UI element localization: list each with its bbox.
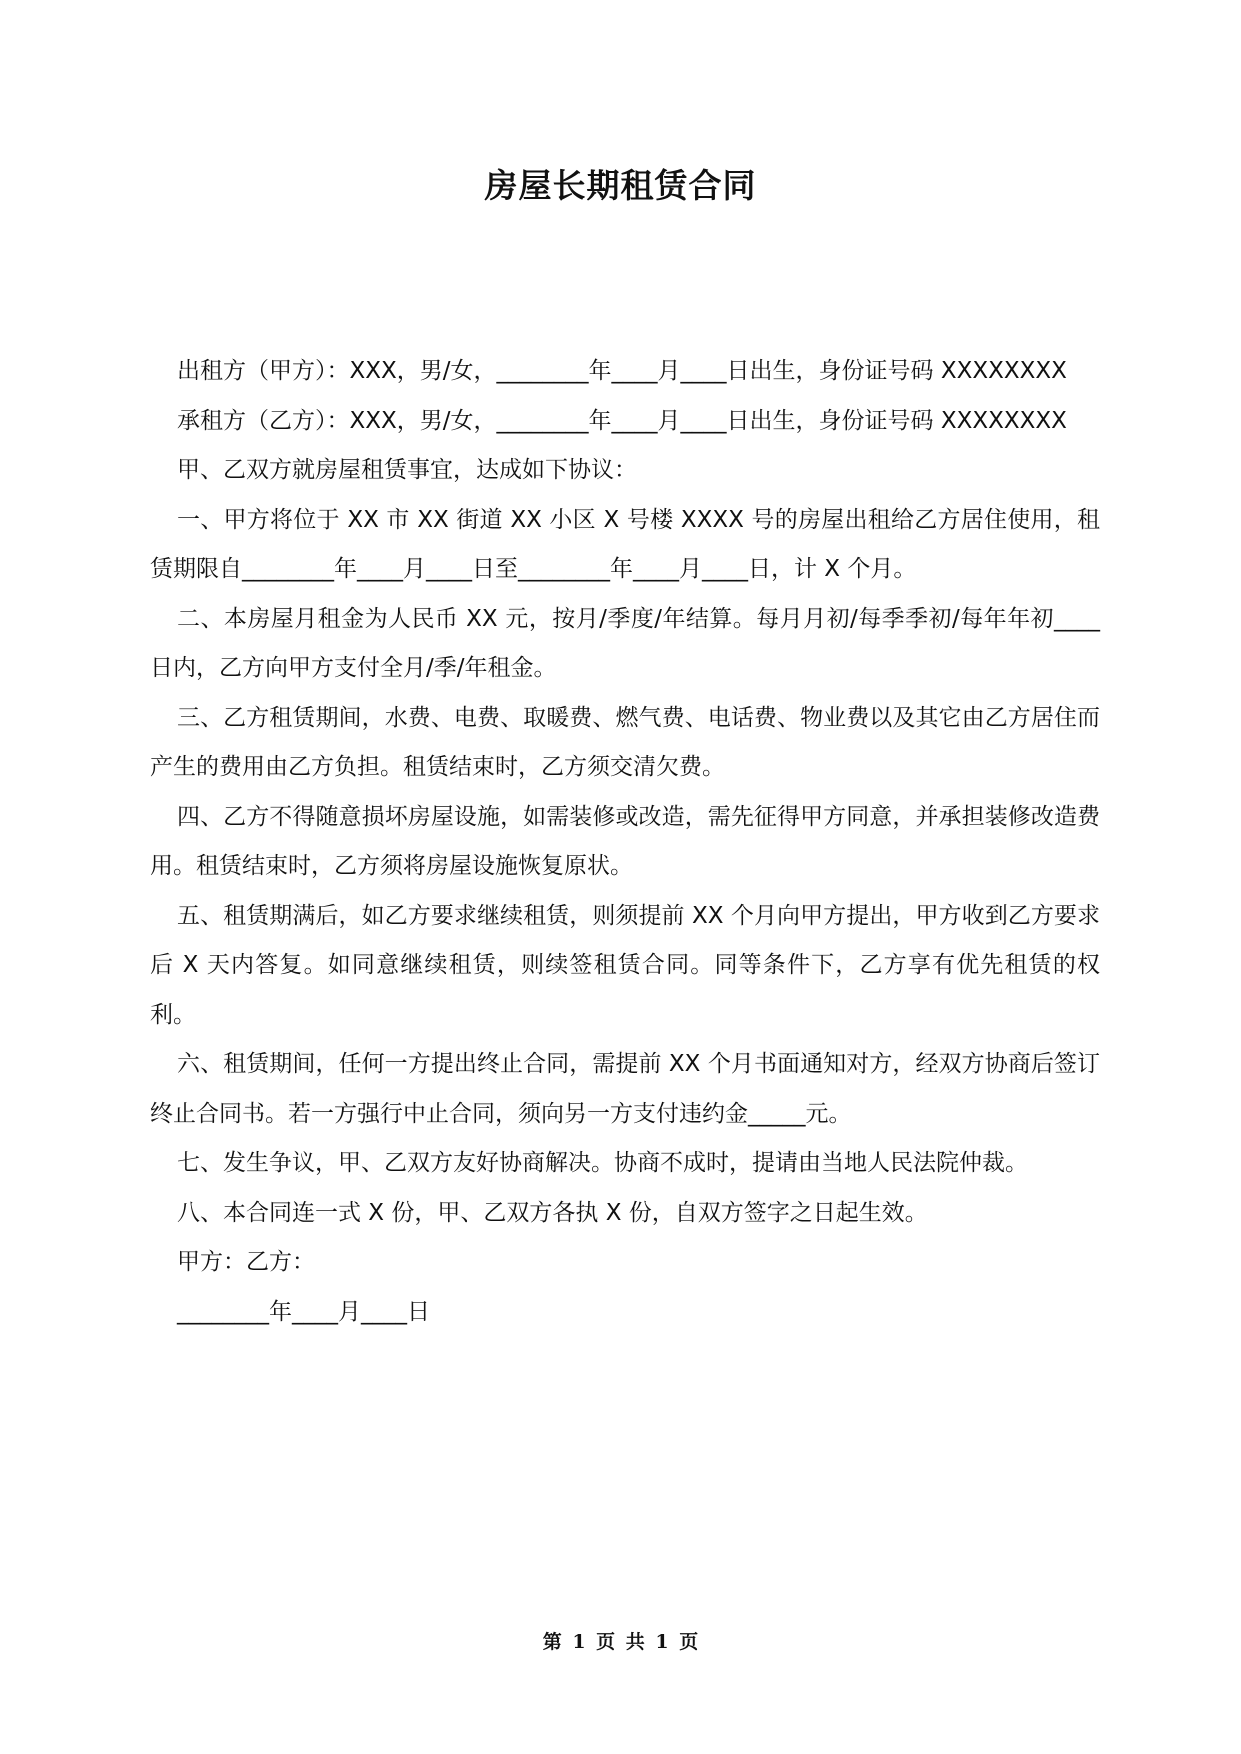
- signature-line: 甲方：乙方：: [177, 1249, 315, 1275]
- clause-5: 五、租赁期满后，如乙方要求继续租赁，则须提前 XX 个月向甲方提出，甲方收到乙方要求后 X 天内答复。如同意继续租赁，则续签租赁合同。同等条件下，乙方享有优先租赁的权利。: [150, 902, 1100, 1028]
- page-footer: 第 1 页 共 1 页: [542, 1631, 699, 1653]
- signature-date: ________年____月____日: [177, 1298, 430, 1325]
- agreement-intro: 甲、乙双方就房屋租赁事宜，达成如下协议：: [177, 457, 637, 483]
- lessee-info: 承租方（乙方）：XXX，男/女，________年____月____日出生，身份证号码 XXXXXXXX: [177, 407, 1067, 434]
- clause-6: 六、租赁期间，任何一方提出终止合同，需提前 XX 个月书面通知对方，经双方协商后签订终止合同书。若一方强行中止合同，须向另一方支付违约金_____元。: [150, 1051, 1100, 1127]
- clause-2: 二、本房屋月租金为人民币 XX 元，按月/季度/年结算。每月月初/每季季初/每年年初____日内，乙方向甲方支付全月/季/年租金。: [150, 605, 1100, 681]
- clause-1: 一、甲方将位于 XX 市 XX 街道 XX 小区 X 号楼 XXXX 号的房屋出租给乙方居住使用，租赁期限自________年____月____日至________年____月____日，计 X 个月。: [150, 506, 1100, 582]
- clause-3: 三、乙方租赁期间，水费、电费、取暖费、燃气费、电话费、物业费以及其它由乙方居住而产生的费用由乙方负担。租赁结束时，乙方须交清欠费。: [150, 704, 1100, 780]
- clause-7: 七、发生争议，甲、乙双方友好协商解决。协商不成时，提请由当地人民法院仲裁。: [177, 1150, 1028, 1176]
- contract-body: [150, 347, 1100, 1337]
- document-title: 房屋长期租赁合同: [484, 166, 757, 205]
- clause-4: 四、乙方不得随意损坏房屋设施，如需装修或改造，需先征得甲方同意，并承担装修改造费用。租赁结束时，乙方须将房屋设施恢复原状。: [150, 803, 1100, 879]
- clause-8: 八、本合同连一式 X 份，甲、乙双方各执 X 份，自双方签字之日起生效。: [177, 1199, 928, 1226]
- lessor-info: 出租方（甲方）：XXX，男/女，________年____月____日出生，身份证号码 XXXXXXXX: [177, 358, 1067, 384]
